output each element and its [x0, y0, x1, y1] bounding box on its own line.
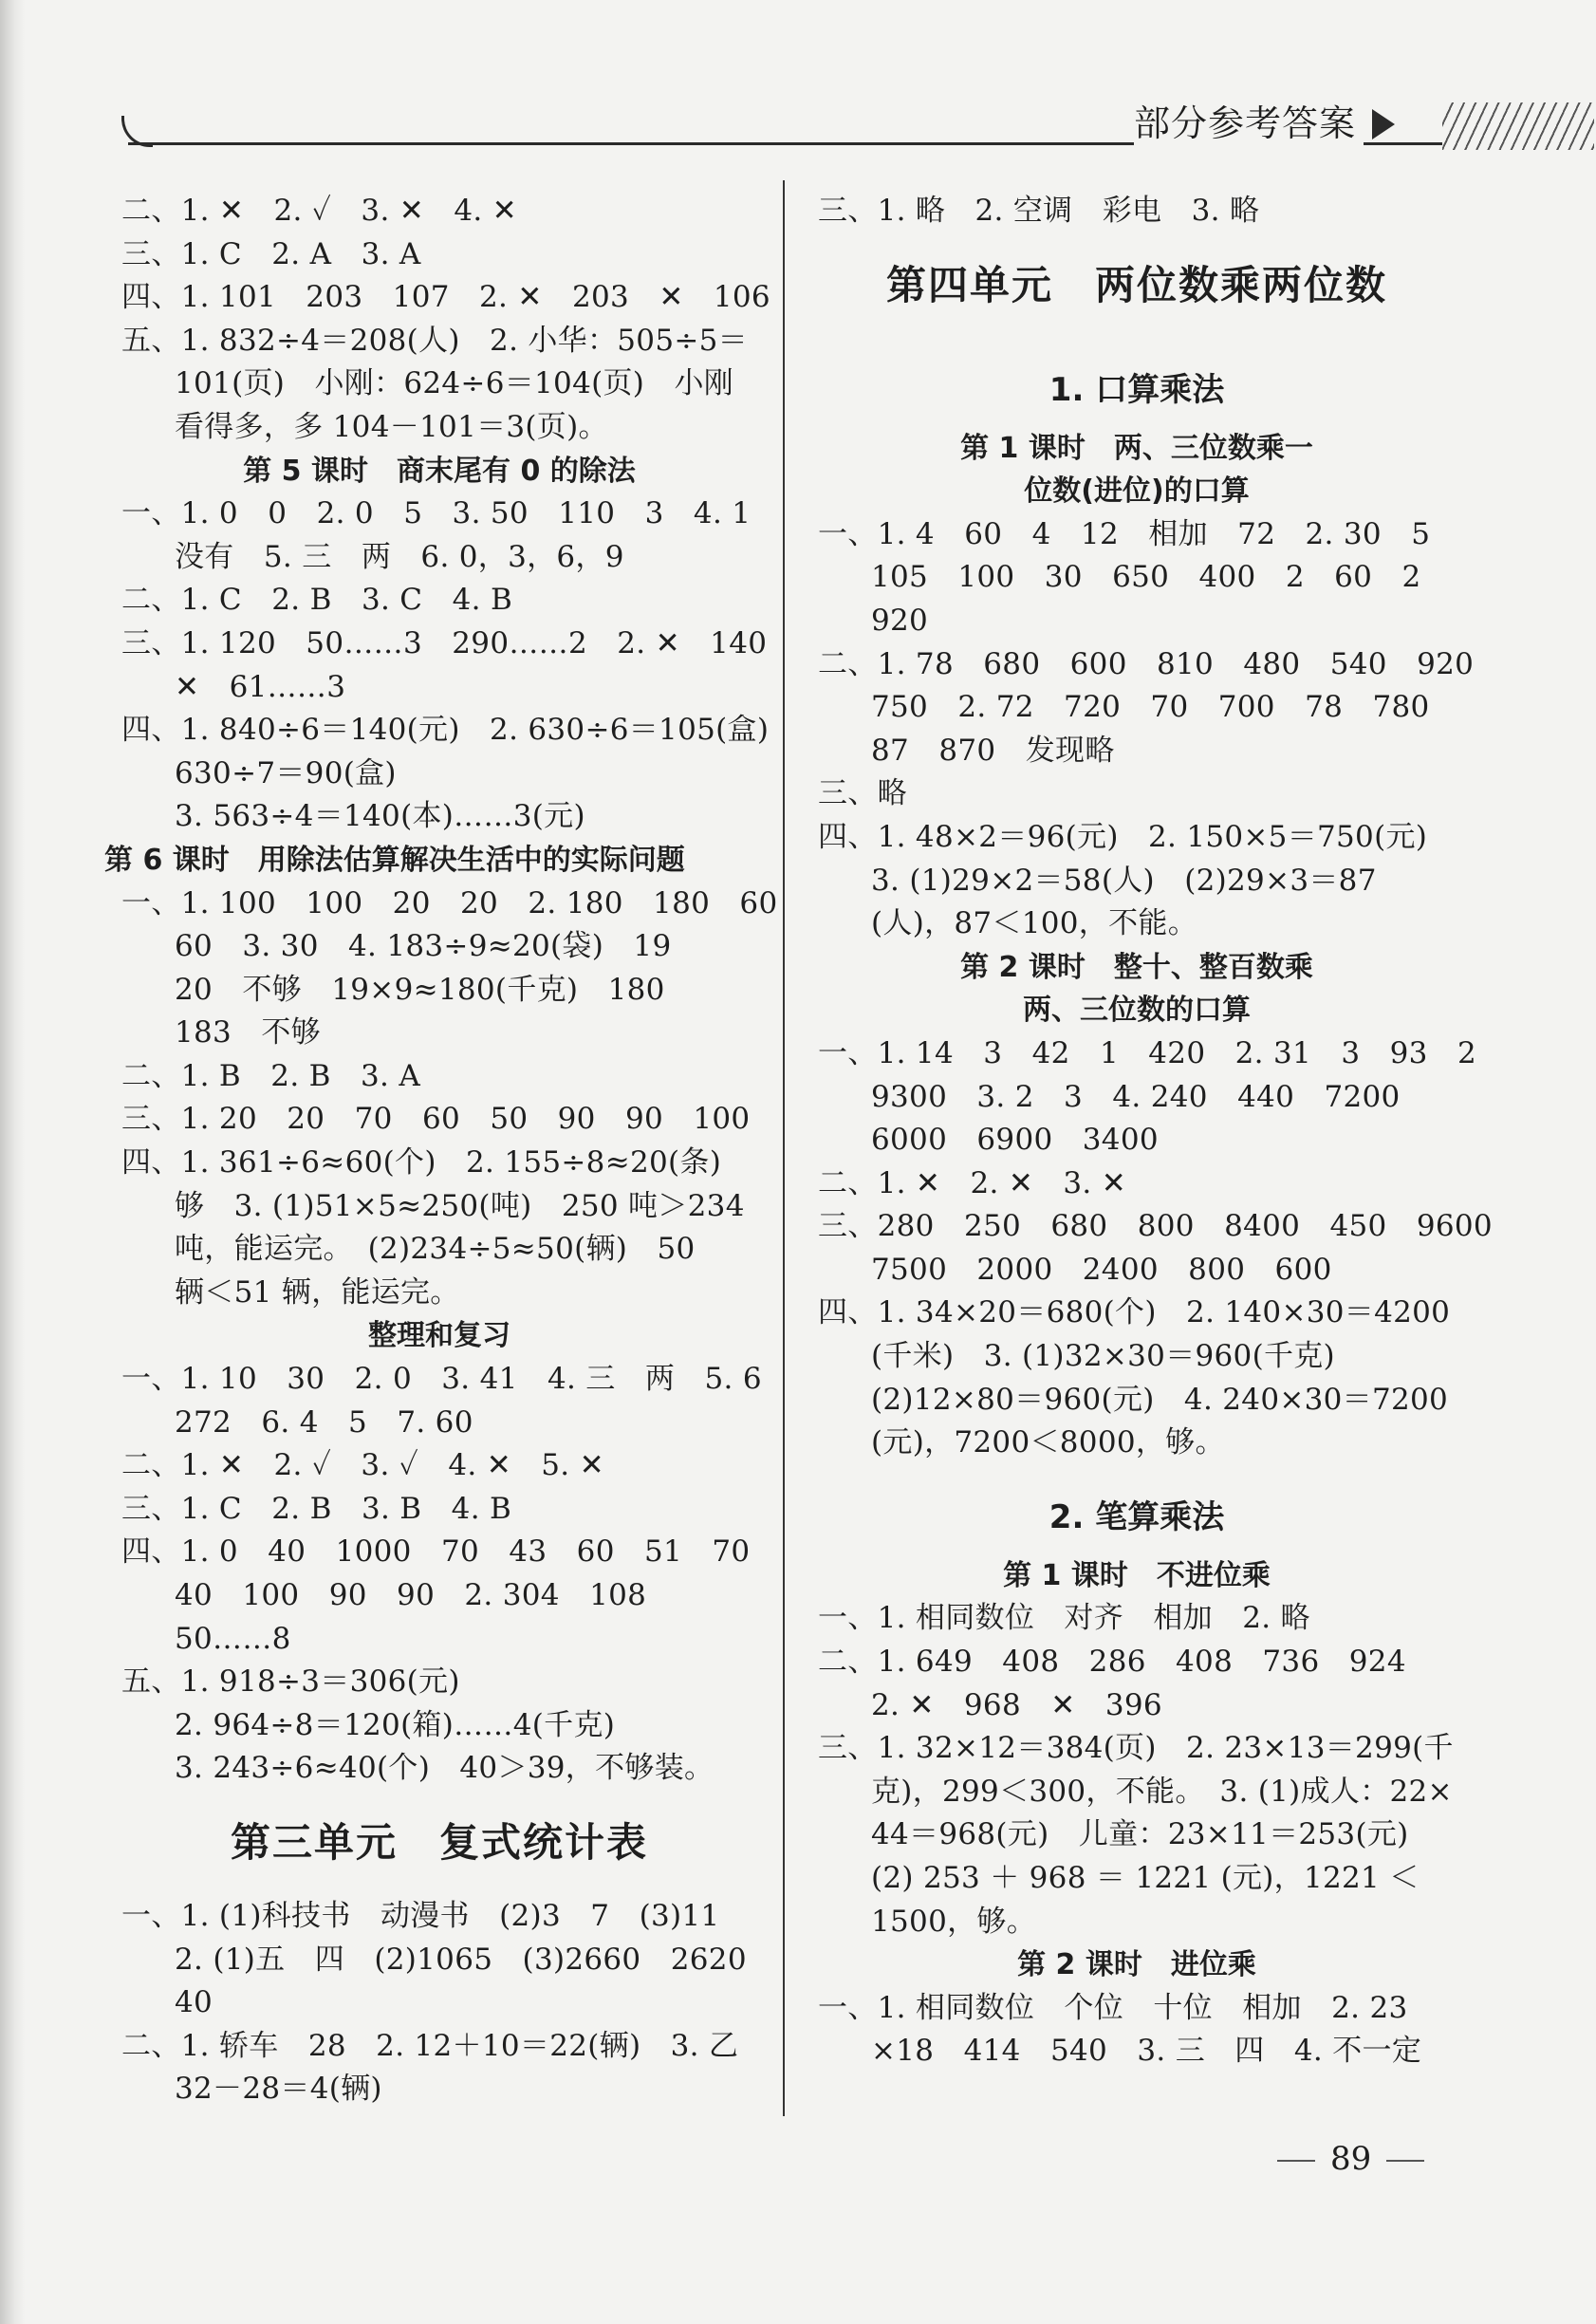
- answer-line: 272 6. 4 5 7. 60: [175, 1404, 473, 1440]
- answer-line: 四、1. 48×2＝96(元) 2. 150×5＝750(元): [818, 819, 1428, 854]
- answer-line: 四、1. 361÷6≈60(个) 2. 155÷8≈20(条): [121, 1145, 722, 1181]
- answer-line: 吨，能运完。 (2)234÷5≈50(辆) 50: [175, 1232, 696, 1267]
- answer-line: 3. 563÷4＝140(本)……3(元): [175, 799, 585, 834]
- lesson-heading: 第 2 课时 整十、整百数乘: [960, 950, 1313, 984]
- header-arrow-icon: [1372, 109, 1395, 139]
- answer-line: (人)，87＜100，不能。: [871, 906, 1198, 941]
- answer-line: 一、1. 14 3 42 1 420 2. 31 3 93 2: [818, 1035, 1477, 1070]
- answer-line: 四、1. 840÷6＝140(元) 2. 630÷6＝105(盒): [121, 713, 770, 748]
- answer-line: 44＝968(元) 儿童：23×11＝253(元): [871, 1817, 1409, 1852]
- answer-line: 二、1. B 2. B 3. A: [121, 1058, 421, 1093]
- answer-line: (元)，7200＜8000，够。: [871, 1425, 1225, 1460]
- answer-line: ×18 414 540 3. 三 四 4. 不一定: [871, 2034, 1422, 2069]
- answer-line: 183 不够: [175, 1015, 321, 1050]
- lesson-heading: 位数(进位)的口算: [1024, 474, 1250, 509]
- answer-line: 二、1. C 2. B 3. C 4. B: [121, 583, 513, 618]
- answer-line: 二、1. 轿车 28 2. 12＋10＝22(辆) 3. 乙: [121, 2028, 739, 2063]
- answer-line: (2) 253 ＋ 968 ＝ 1221 (元)，1221 ＜: [871, 1861, 1420, 1895]
- answer-line: 一、1. (1)科技书 动漫书 (2)3 7 (3)11: [121, 1898, 720, 1933]
- section-heading: 1. 口算乘法: [1049, 370, 1225, 409]
- answer-line: 二、1. 78 680 600 810 480 540 920: [818, 646, 1475, 681]
- answer-line: 二、1. ✕ 2. ✕ 3. ✕: [818, 1165, 1127, 1200]
- header-title: 部分参考答案: [1134, 95, 1364, 152]
- lesson-heading: 两、三位数的口算: [1023, 994, 1251, 1028]
- answer-line: 五、1. 918÷3＝306(元): [121, 1664, 460, 1700]
- answer-line: 一、1. 相同数位 个位 十位 相加 2. 23: [818, 1990, 1408, 2025]
- answer-line: 2. 964÷8＝120(箱)……4(千克): [175, 1707, 616, 1742]
- answer-line: 三、1. 略 2. 空调 彩电 3. 略: [818, 194, 1260, 228]
- answer-line: 3. 243÷6≈40(个) 40＞39，不够装。: [175, 1751, 714, 1786]
- answer-line: 6000 6900 3400: [871, 1123, 1159, 1158]
- answer-line: 20 不够 19×9≈180(千克) 180: [175, 972, 665, 1007]
- answer-line: 1500，够。: [871, 1904, 1036, 1939]
- answer-line: 看得多，多 104－101＝3(页)。: [175, 409, 608, 444]
- answer-line: 辆＜51 辆，能运完。: [175, 1274, 460, 1310]
- answer-line: 50……8: [175, 1621, 291, 1656]
- answer-line: ✕ 61……3: [175, 669, 346, 704]
- answer-line: (2)12×80＝960(元) 4. 240×30＝7200: [871, 1382, 1449, 1417]
- answer-line: 2. ✕ 968 ✕ 396: [871, 1687, 1162, 1722]
- answer-line: 60 3. 30 4. 183÷9≈20(袋) 19: [175, 929, 672, 964]
- unit-heading: 第四单元 两位数乘两位数: [885, 261, 1387, 308]
- lesson-heading: 整理和复习: [368, 1319, 510, 1353]
- answer-line: 三、1. 20 20 70 60 50 90 90 100: [121, 1102, 751, 1137]
- answer-line: 87 870 发现略: [871, 733, 1115, 768]
- answer-line: 二、1. ✕ 2. ✓ 3. ✓ 4. ✕ 5. ✕: [121, 1448, 604, 1483]
- answer-line: 105 100 30 650 400 2 60 2: [871, 560, 1421, 595]
- answer-line: 920: [871, 603, 929, 638]
- lesson-heading: 第 2 课时 进位乘: [1017, 1948, 1256, 1982]
- answer-line: 三、1. C 2. A 3. A: [121, 236, 421, 271]
- answer-line: 2. (1)五 四 (2)1065 (3)2660 2620: [175, 1942, 747, 1977]
- answer-line: 二、1. ✕ 2. ✓ 3. ✕ 4. ✕: [121, 194, 517, 228]
- answer-line: 没有 5. 三 两 6. 0，3，6，9: [175, 539, 624, 574]
- answer-line: 40: [175, 1985, 213, 2020]
- answer-line: 630÷7＝90(盒): [175, 755, 397, 790]
- answer-line: 7500 2000 2400 800 600: [871, 1252, 1332, 1287]
- answer-line: 一、1. 0 0 2. 0 5 3. 50 110 3 4. 1: [121, 496, 752, 531]
- answer-line: 四、1. 0 40 1000 70 43 60 51 70: [121, 1534, 751, 1570]
- header-hatch-ornament: [1442, 102, 1594, 150]
- answer-line: 32－28＝4(辆): [175, 2072, 382, 2107]
- answer-line: 克)，299＜300，不能。 3. (1)成人：22×: [871, 1774, 1453, 1809]
- section-heading: 2. 笔算乘法: [1049, 1497, 1225, 1536]
- unit-heading: 第三单元 复式统计表: [230, 1818, 648, 1866]
- answer-line: 四、1. 34×20＝680(个) 2. 140×30＝4200: [818, 1295, 1451, 1330]
- answer-line: 三、1. 32×12＝384(页) 2. 23×13＝299(千: [818, 1731, 1454, 1766]
- answer-line: 四、1. 101 203 107 2. ✕ 203 ✕ 106: [121, 280, 770, 315]
- answer-line: 一、1. 100 100 20 20 2. 180 180 60: [121, 885, 778, 920]
- answer-line: 五、1. 832÷4＝208(人) 2. 小华：505÷5＝: [121, 323, 748, 358]
- book-spine-shadow: [0, 0, 25, 2324]
- answer-line: 750 2. 72 720 70 700 78 780: [871, 690, 1430, 725]
- page-number: 89: [1262, 2140, 1439, 2178]
- answer-line: 一、1. 10 30 2. 0 3. 41 4. 三 两 5. 6: [121, 1362, 762, 1397]
- answer-line: 40 100 90 90 2. 304 108: [175, 1578, 647, 1612]
- answer-line: 二、1. 649 408 286 408 736 924: [818, 1645, 1406, 1680]
- answer-line: 三、略: [818, 776, 907, 811]
- answer-line: 一、1. 4 60 4 12 相加 72 2. 30 5: [818, 516, 1431, 551]
- answer-line: 一、1. 相同数位 对齐 相加 2. 略: [818, 1601, 1310, 1636]
- lesson-heading: 第 1 课时 不进位乘: [1003, 1558, 1271, 1592]
- answer-line: 三、1. 120 50……3 290……2 2. ✕ 140: [121, 625, 768, 660]
- answer-line: 101(页) 小刚：624÷6＝104(页) 小刚: [175, 366, 734, 401]
- answer-line: 3. (1)29×2＝58(人) (2)29×3＝87: [871, 863, 1377, 898]
- right-column: [818, 190, 1493, 2073]
- answer-line: 够 3. (1)51×5≈250(吨) 250 吨＞234: [175, 1188, 745, 1223]
- lesson-heading: 第 1 课时 两、三位数乘一: [960, 431, 1313, 465]
- left-column: [104, 190, 778, 2111]
- lesson-heading: 第 5 课时 商末尾有 0 的除法: [243, 454, 636, 488]
- answer-line: 三、280 250 680 800 8400 450 9600: [818, 1209, 1493, 1244]
- lesson-heading: 第 6 课时 用除法估算解决生活中的实际问题: [104, 843, 685, 877]
- column-divider: [783, 180, 785, 2116]
- answer-line: 三、1. C 2. B 3. B 4. B: [121, 1491, 512, 1526]
- answer-line: 9300 3. 2 3 4. 240 440 7200: [871, 1079, 1401, 1114]
- answer-line: (千米) 3. (1)32×30＝960(千克): [871, 1339, 1335, 1374]
